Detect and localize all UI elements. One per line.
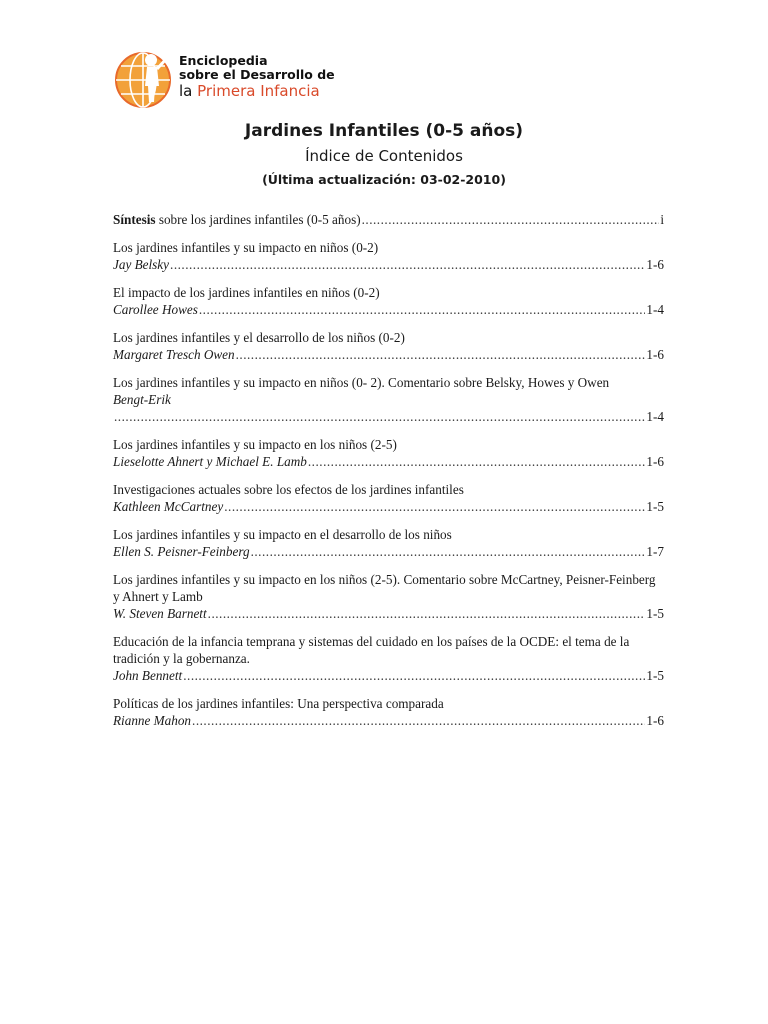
toc-entry-author: Lieselotte Ahnert y Michael E. Lamb [113,454,307,469]
logo-line-3-prefix: la [179,82,198,100]
toc-entry[interactable] [113,695,664,729]
toc-entry-title: Los jardines infantiles y su impacto en niños (0-2) [113,240,379,255]
toc-entry-title: Los jardines infantiles y el desarrollo de los niños (0-2) [113,330,405,345]
toc-entry-title: Educación de la infancia temprana y sistemas del cuidado en los países de la OCDE: el tema de la tradición y la gobernanza. [113,634,630,666]
toc-page: 1-6 [646,713,664,728]
toc-page: 1-5 [646,668,664,683]
logo-line-2: sobre el Desarrollo de [179,67,335,82]
logo-line-1: Enciclopedia [179,53,268,68]
toc-entry[interactable] [113,239,664,273]
toc-entry[interactable] [113,571,664,622]
toc-page: 1-6 [646,454,664,469]
toc-entry-author: Rianne Mahon [113,713,192,728]
toc-page: 1-5 [646,606,664,621]
document-title: Jardines Infantiles (0-5 años) [244,121,524,141]
toc-entry-title: El impacto de los jardines infantiles en niños (0-2) [113,285,380,300]
toc-entry-title: Los jardines infantiles y su impacto en el desarrollo de los niños [113,527,452,542]
toc-entry-author: Kathleen McCartney [113,499,224,514]
toc-entry-author: Ellen S. Peisner-Feinberg [113,544,250,559]
toc-entry-title: Los jardines infantiles y su impacto en los niños (2-5) [113,437,397,452]
toc-entry[interactable] [113,481,664,515]
logo-text [179,54,335,100]
dot-leader [236,346,646,363]
toc-page: 1-4 [646,409,664,424]
logo-line-3 [179,82,335,100]
synthesis-title [113,211,361,228]
dot-leader [192,712,645,729]
dot-leader [170,256,645,273]
toc-page: i [660,212,664,227]
logo [113,46,335,112]
table-of-contents [113,211,664,740]
toc-entry[interactable] [113,329,664,363]
toc-entry-author: Carollee Howes [113,302,198,317]
toc-entry[interactable] [113,436,664,470]
dot-leader [308,453,646,470]
toc-entry[interactable] [113,284,664,318]
toc-entry-author: Margaret Tresch Owen [113,347,235,362]
document-subtitle: Índice de Contenidos [305,147,463,165]
logo-line-3-highlight: Primera Infancia [197,82,320,100]
last-updated: (Última actualización: 03-02-2010) [262,172,506,187]
toc-entry-title: Los jardines infantiles y su impacto en los niños (2-5). Comentario sobre McCartney, Peisner-Feinberg y Ahnert y Lamb [113,572,656,604]
toc-page: 1-7 [646,544,664,559]
toc-page: 1-6 [646,347,664,362]
toc-entries [113,239,664,729]
toc-entry-author: Bengt-Erik [113,392,171,407]
dot-leader [183,667,645,684]
toc-entry-title: Los jardines infantiles y su impacto en niños (0- 2). Comentario sobre Belsky, Howes y Owen [113,375,610,390]
dot-leader [362,211,660,228]
toc-synthesis[interactable] [113,211,664,228]
toc-page: 1-6 [646,257,664,272]
toc-entry[interactable] [113,374,664,425]
dot-leader [251,543,646,560]
dot-leader [114,408,645,425]
synthesis-bold: Síntesis [113,212,156,227]
dot-leader [208,605,646,622]
toc-entry-author: W. Steven Barnett [113,606,207,621]
toc-entry[interactable] [113,526,664,560]
synthesis-rest: sobre los jardines infantiles (0-5 años) [155,212,361,227]
dot-leader [224,498,645,515]
globe-child-logo-icon [113,46,175,112]
dot-leader [199,301,646,318]
toc-entry[interactable] [113,633,664,684]
toc-entry-author: Jay Belsky [113,257,170,272]
toc-page: 1-4 [646,302,664,317]
toc-entry-title: Investigaciones actuales sobre los efectos de los jardines infantiles [113,482,464,497]
toc-entry-title: Políticas de los jardines infantiles: Una perspectiva comparada [113,696,444,711]
toc-page: 1-5 [646,499,664,514]
toc-entry-author: John Bennett [113,668,183,683]
